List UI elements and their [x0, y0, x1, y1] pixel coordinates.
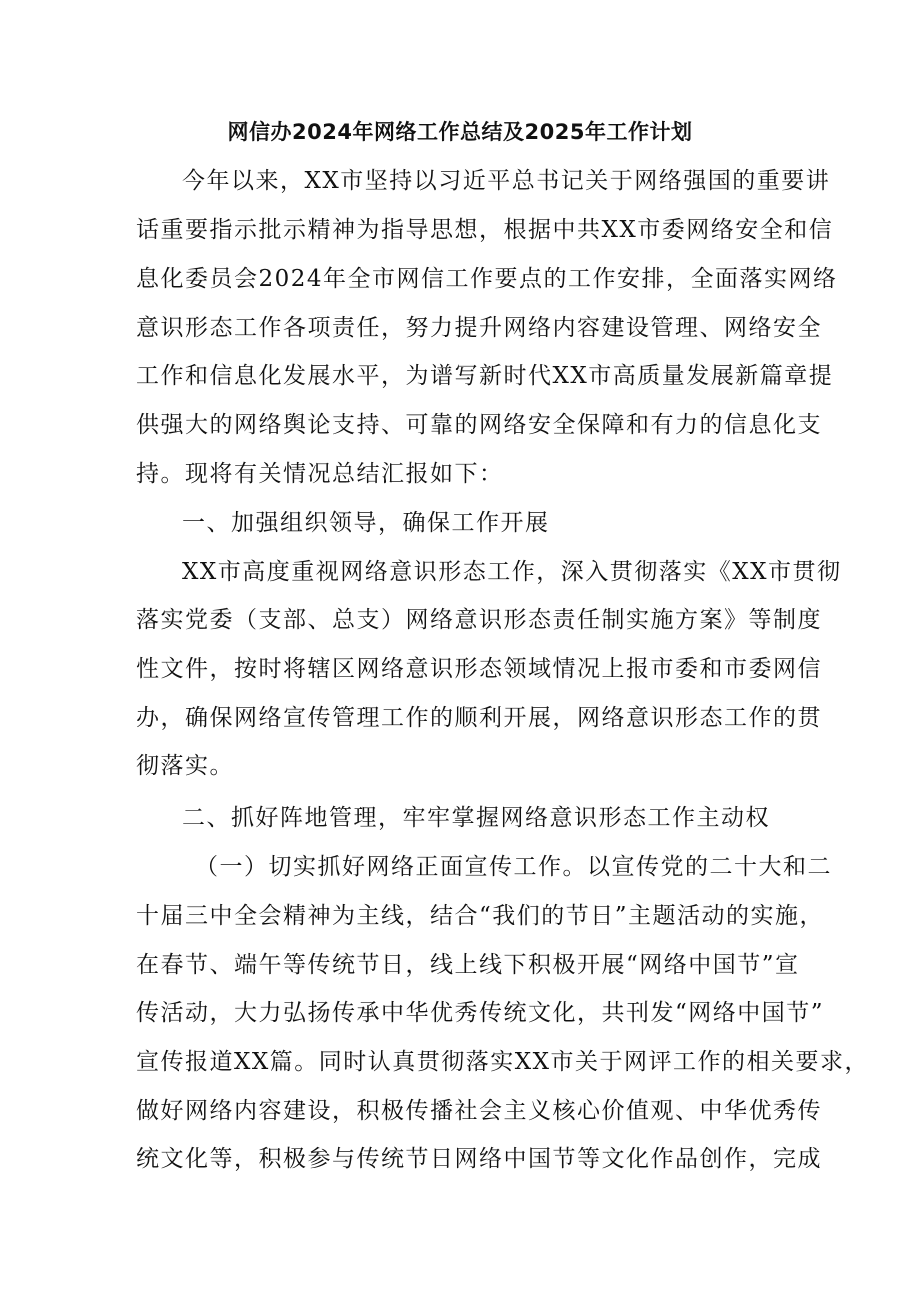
paragraph-line: 宣传报道XX篇。同时认真贯彻落实XX市关于网评工作的相关要求，	[136, 1049, 869, 1075]
section-heading-2: 二、抓好阵地管理，牢牢掌握网络意识形态工作主动权	[182, 805, 770, 831]
paragraph-line: 今年以来，XX市坚持以习近平总书记关于网络强国的重要讲	[182, 168, 831, 194]
paragraph-line: 供强大的网络舆论支持、可靠的网络安全保障和有力的信息化支	[136, 412, 822, 438]
paragraph-line: 息化委员会2024年全市网信工作要点的工作安排，全面落实网络	[136, 266, 838, 292]
paragraph-line: 落实党委（支部、总支）网络意识形态责任制实施方案》等制度	[136, 607, 822, 633]
paragraph-line: 做好网络内容建设，积极传播社会主义核心价值观、中华优秀传	[136, 1098, 822, 1124]
paragraph-line: 话重要指示批示精神为指导思想，根据中共XX市委网络安全和信	[136, 217, 834, 243]
paragraph-line: 意识形态工作各项责任，努力提升网络内容建设管理、网络安全	[136, 315, 822, 341]
subsection-line: （一）切实抓好网络正面宣传工作。以宣传党的二十大和二	[195, 854, 832, 880]
paragraph-line: 十届三中全会精神为主线，结合“我们的节日”主题活动的实施，	[136, 903, 825, 929]
paragraph-line: XX市高度重视网络意识形态工作，深入贯彻落实《XX市贯彻	[182, 559, 842, 585]
paragraph-line: 彻落实。	[136, 753, 234, 779]
section-heading-1: 一、加强组织领导，确保工作开展	[182, 510, 550, 536]
paragraph-line: 持。现将有关情况总结汇报如下：	[136, 461, 504, 487]
document-title: 网信办2024年网络工作总结及2025年工作计划	[227, 120, 693, 144]
paragraph-line: 在春节、端午等传统节日，线上线下积极开展“网络中国节”宣	[136, 952, 800, 978]
paragraph-line: 性文件，按时将辖区网络意识形态领域情况上报市委和市委网信	[136, 656, 822, 682]
paragraph-line: 办，确保网络宣传管理工作的顺利开展，网络意识形态工作的贯	[136, 705, 822, 731]
paragraph-line: 传活动，大力弘扬传承中华优秀传统文化，共刊发“网络中国节”	[136, 1000, 825, 1026]
paragraph-line: 工作和信息化发展水平，为谱写新时代XX市高质量发展新篇章提	[136, 363, 834, 389]
paragraph-line: 统文化等，积极参与传统节日网络中国节等文化作品创作，完成	[136, 1146, 822, 1172]
